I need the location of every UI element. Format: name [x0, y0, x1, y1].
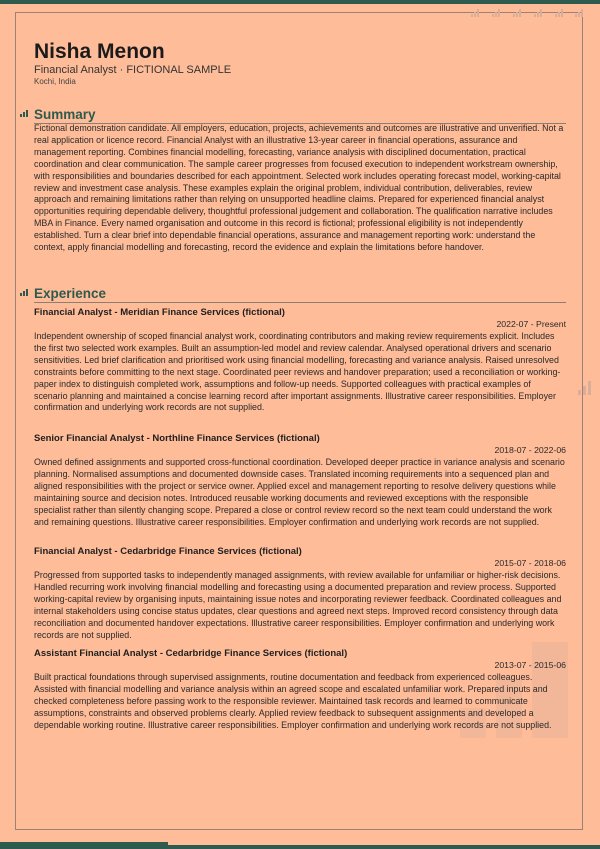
summary-text: Fictional demonstration candidate. All employers, education, projects, achievements and outcomes are illustrative and unverified. Not a real application or licence record. Financial Analyst with an illustrative 13-year career in financial operations, assurance and management reporting. Combines financial modelling, forecasting, variance analysis with disciplined documentation, practical coordination and clear communication. The sample career progresses from focused execution to independent workstream ownership, with responsibilities and boundaries described for each appointment. Selected work includes operating forecast model, working-capital review and investment case analysis. These examples explain the original problem, individual contribution, deliverables, review approach and remaining limitations rather than relying on unsupported headline claims. Prepared for experienced financial analyst opportunities requiring dependable delivery, thoughtful professional judgement and collaboration. The qualification narrative includes MBA in Finance. Every named organisation and outcome in this record is fictional; professional eligibility is not independently established. Turn a clear brief into dependable financial operations, assurance and management reporting work: understand the context, apply financial modelling and forecasting, record the evidence and explain the limitations before handover.: [34, 123, 564, 253]
job-description: Built practical foundations through supervised assignments, routine documentation and feedback from experienced colleagues. Assisted with financial modelling and variance analysis within an agreed scope and escalated unfamiliar work. Prepared inputs and checked completeness before passing work to the responsible reviewer. Maintained task records and learned to communicate assumptions, constraints and observed problems clearly. Applied review feedback to subsequent assignments and developed a dependable working routine. Illustrative career responsibilities. Employer confirmation and underlying work records are not supplied.: [34, 672, 552, 730]
job-title: Financial Analyst - Cedarbridge Finance Services (fictional): [34, 546, 302, 557]
candidate-location: Kochi, India: [34, 77, 76, 86]
job-description: Progressed from supported tasks to independently managed assignments, with review available for unfamiliar or higher-risk decisions. Handled recurring work involving financial modelling and forecasting using a documented preparation and review process. Supported working-capital review by organising inputs, maintaining issue notes and incorporating reviewer feedback. Coordinated colleagues and internal stakeholders using concise status updates, clear questions and agreed next steps. Improved record consistency through data reconciliation and documented handover expectations. Illustrative career responsibilities. Employer confirmation and underlying work records are not supplied.: [34, 570, 562, 640]
bar-chart-icon: [20, 289, 29, 296]
bottom-accent-line: [168, 845, 600, 849]
bottom-accent-bar: [0, 842, 168, 849]
job-dates: 2022-07 - Present: [496, 319, 566, 329]
job-title: Financial Analyst - Meridian Finance Services (fictional): [34, 307, 285, 318]
job-dates: 2013-07 - 2015-06: [494, 660, 566, 670]
job-description: Independent ownership of scoped financial analyst work, coordinating contributors and making review requirements explicit. Includes the first two selected work examples. Built an assumption-led model and review calendar. Analysed operational drivers and scenario sensitivities. Led brief clarification and prioritised work using financial modelling, forecasting and variance analysis. Raised unresolved constraints before committing to the next stage. Coordinated peer reviews and handover preparation; used a reconciliation or working-paper index to distinguish completed work, assumptions and follow-up needs. Supported colleagues with practical examples of scenario planning and maintained a concise learning record after important assignments. Illustrative career responsibilities. Employer confirmation and underlying work records are not supplied.: [34, 331, 561, 413]
decor-bar-chart-side: [577, 381, 593, 400]
bar-chart-icon: [577, 381, 593, 395]
bar-chart-icon: [20, 110, 29, 117]
bar-chart-icon: [512, 8, 524, 17]
bar-chart-icon: [554, 8, 566, 17]
top-accent-bar: [0, 0, 600, 4]
candidate-name: Nisha Menon: [34, 40, 165, 63]
job-dates: 2015-07 - 2018-06: [494, 558, 566, 568]
bar-chart-icon: [574, 8, 586, 17]
summary-heading: Summary: [34, 107, 566, 124]
bar-chart-icon: [533, 8, 545, 17]
experience-heading: Experience: [34, 286, 566, 303]
job-title: Assistant Financial Analyst - Cedarbridge Finance Services (fictional): [34, 648, 348, 659]
bar-chart-icon: [491, 8, 503, 17]
job-description: Owned defined assignments and supported cross-functional coordination. Developed deeper practice in variance analysis and scenario planning. Normalised assumptions and documented downside cases. Translated incoming requirements into a sequenced plan and aligned responsibilities with the project or service owner. Applied excel and management reporting to resolve delivery questions while maintaining source and decision notes. Introduced reusable working documents and reviewed exceptions with the responsible specialist rather than silently changing scope. Prepared a close or control review record so the next team could understand the work and remaining questions. Illustrative career responsibilities. Employer confirmation and underlying work records are not supplied.: [34, 457, 565, 527]
candidate-role: Financial Analyst · FICTIONAL SAMPLE: [34, 64, 232, 76]
job-dates: 2018-07 - 2022-06: [494, 445, 566, 455]
bar-chart-icon: [470, 8, 482, 17]
job-title: Senior Financial Analyst - Northline Finance Services (fictional): [34, 433, 320, 444]
